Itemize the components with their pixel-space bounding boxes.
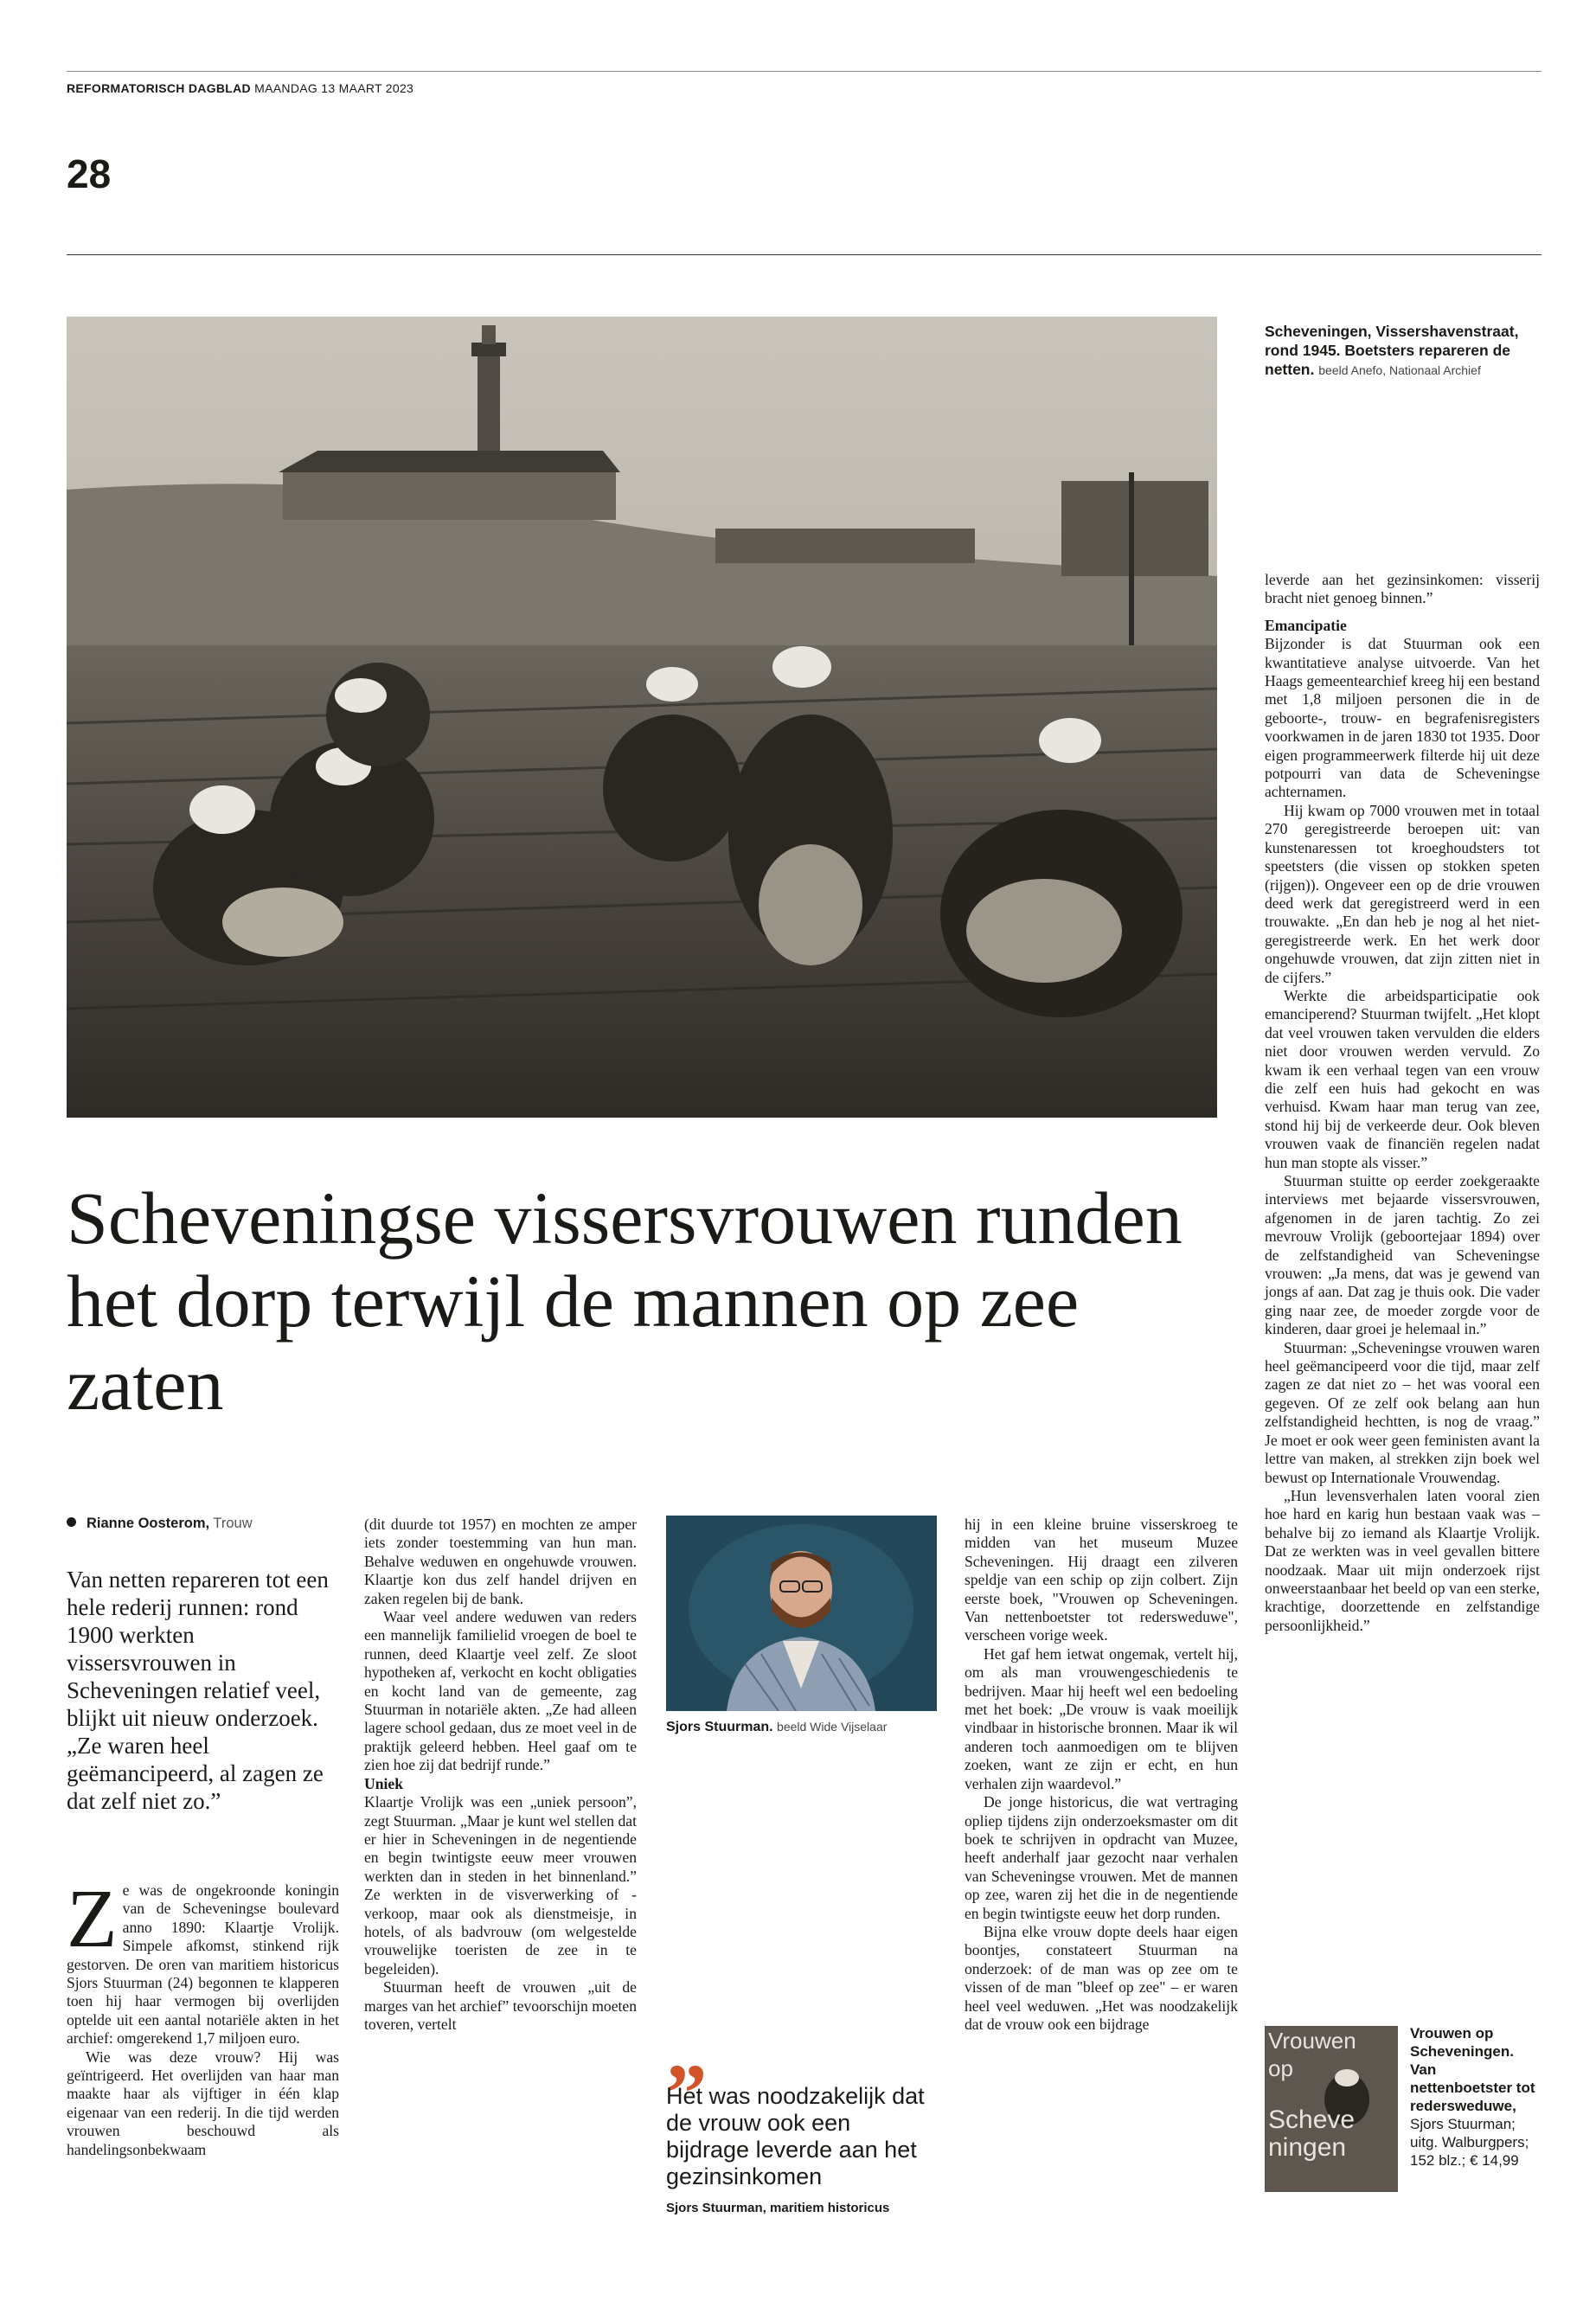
book-cover [1265,2026,1398,2192]
portrait-caption [666,1717,943,1737]
col2-para-3: Klaartje Vrolijk was een „uniek persoon”, zegt Stuurman. „Maar je kunt wel stellen dat er hier in Scheveningen in de negentiende en begin twintigste eeuw meer vrouwen werkten dan in steden in het binnenland.” Ze werkten in de visverwerking of -verkoop, maar ook als dienstmeisje, in hotels, of als badvrouw (om welgestelde vrouwelijke toeristen de zee in te begeleiden). [364,1793,637,1977]
col4-para-7: „Hun levensverhalen laten vooral zien hoe hard en karig hun bestaan vaak was – behalve bij zo iemand als Klaartje Vrolijk. Dat ze werkten was in veel gevallen bittere noodzaak. Maar uit mijn onderzoek rijst onweerstaanbaar het beeld op van een sterke, krachtige, doorzettende en zelfstandige persoonlijkheid.” [1265,1486,1541,1634]
pull-quote-attribution: Sjors Stuurman, maritiem historicus [666,2201,890,2215]
byline [67,1516,253,1532]
byline-bullet [67,1517,76,1527]
cover-text-op: op [1268,2055,1293,2081]
portrait-photo-sjors-stuurman [666,1516,937,1711]
photo-caption [1265,322,1542,380]
portrait-credit: beeld Wide Vijselaar [777,1720,888,1734]
header-rule [67,254,1542,255]
col2-para-2: Waar veel andere weduwen van reders een mannelijk familielid vroegen de boel te runnen, deed Klaartje veel zelf. Ze sloot hypotheken af, verkocht en kocht obligaties en kocht land van de gemeente, zag Stuurman in notariële akten. „Ze had alleen lagere school gedaan, dus ze moet veel in de praktijk geleerd hebben. Heel gaaf om te zien hoe zij dat bedrijf runde.” [364,1608,637,1774]
cover-text-top: Vrouwen [1268,2028,1356,2054]
book-cover-illustration [1265,2026,1398,2192]
outlet-name: Trouw [213,1516,253,1531]
col1-para-2: Wie was deze vrouw? Hij was geïntrigeerd. Het overlijden van haar man maakte haar als vijftiger in één klap eigenaar van een rederij. In die tijd werden vrouwen beschouwd als handelingsonbekwaam [67,2048,339,2158]
main-photo-fishing-women [67,317,1217,1118]
quote-mark: „ [666,2003,708,2096]
portrait-illustration [666,1516,937,1711]
page-number: 28 [67,151,112,196]
col3-para-4: Bijna elke vrouw dopte deels haar eigen boontjes, constateert Stuurman na onderzoek: of de man was op zee om te vissen of de man "bleef op zee" – er waren heel veel weduwen. „Het was noodzakelijk dat de vrouw ook een bijdrage [965,1922,1238,2033]
cover-text-mid: Scheve [1268,2106,1356,2134]
col4-para-2: Bijzonder is dat Stuurman ook een kwantitatieve analyse uitvoerde. Van het Haags gemeentearchief kreeg hij een bestand met 1,8 miljoen personen die in de geboorte-, trouw- en begrafenisregisters voorkwamen in de jaren 1830 tot 1935. Door eigen programmeerwerk filterde hij uit deze potpourri van data de Scheveningse achternamen. [1265,635,1540,801]
author-name: Rianne Oosterom, [87,1516,210,1531]
photo-illustration [67,317,1217,1118]
subheading-uniek: Uniek [364,1774,403,1792]
article-column-2 [364,1516,637,2034]
col1-para-1: e was de ongekroonde koningin van de Scheveningse boulevard anno 1890: Klaartje Vrolijk. Simpele afkomst, stinkend rijk gestorven. De oren van maritiem historicus Sjors Stuurman (24) begonnen te klapperen toen hij haar vermogen bij overlijden optelde uit een aantal notariële akten in het archief: omgerekend 1,7 miljoen euro. [67,1881,339,2048]
lead-paragraph: Van netten repareren tot een hele rederij runnen: rond 1900 werkten vissersvrouwen in Scheveningen relatief veel, blijkt uit nieuw onderzoek. „Ze waren heel geëmancipeerd, al zagen ze dat zelf niet zo.” [67,1567,329,1814]
photo-caption-title: Scheveningen, Vissershavenstraat, rond 1945. Boetsters repareren de netten. [1265,323,1519,378]
issue-date: MAANDAG 13 MAART 2023 [254,81,414,95]
masthead [67,81,413,95]
article-column-4 [1265,571,1540,1635]
pull-quote [666,2003,939,2215]
book-details: Sjors Stuurman; uitg. Walburgpers; 152 blz.; € 14,99 [1410,2116,1529,2169]
drop-cap: Z [67,1872,118,1965]
subheading-emancipatie: Emancipatie [1265,616,1347,634]
col4-para-6: Stuurman: „Scheveningse vrouwen waren heel geëmancipeerd voor die tijd, maar zelf zagen ze dat niet zo – het was vooral een gegeven. Of ze zelf ook belang aan hun zelfstandigheid hechtten, is nog de vraag.” Je moet er ook weer geen feministen avant la lettre van maken, al strekken zijn boek wel bewust op Internationale Vrouwendag. [1265,1338,1540,1486]
article-column-1 [67,1872,339,2159]
headline: Scheveningse vissersvrouwen runden het dorp terwijl de mannen op zee zaten [67,1176,1183,1426]
top-rule [67,71,1542,72]
photo-credit: beeld Anefo, Nationaal Archief [1318,363,1481,377]
col4-para-5: Stuurman stuitte op eerder zoekgeraakte interviews met bejaarde vissersvrouwen, afgenomen in de jaren tachtig. Zo zei mevrouw Vrolijk (geboortejaar 1894) over de zelfstandigheid van Scheveningse vrouwen: „Ja mens, dat was je gewend van jongs af aan. Dat zag je thuis ook. Die vader ging naar zee, de moeder zorgde voor de kinderen, daar groei je helemaal in.” [1265,1172,1540,1338]
col4-para-1: leverde aan het gezinsinkomen: visserij bracht niet genoeg binnen.” [1265,571,1540,607]
portrait-caption-name: Sjors Stuurman. [666,1720,773,1734]
col2-para-1: (dit duurde tot 1957) en mochten ze amper iets zonder toestemming van hun man. Behalve weduwen en ongehuwde vrouwen. Klaartje kon dus zelf handel drijven en zaken regelen bij de bank. [364,1516,637,1607]
cover-text-bottom: ningen [1268,2133,1347,2162]
article-column-3 [965,1516,1238,2034]
col3-para-2: Het gaf hem ietwat ongemak, vertelt hij, om als man vrouwengeschiedenis te bedrijven. Maar hij heeft wel een bedoeling met het boek: „De vrouw is vaak moeilijk vindbaar in historische bronnen. Maar ik wil anderen toch aanmoedigen om te blijven zoeken, want ze zijn er echt, en hun verhalen zijn waardevol.” [965,1644,1238,1792]
col4-para-4: Werkte die arbeidsparticipatie ook emanciperend? Stuurman twijfelt. „Het klopt dat veel vrouwen taken vervulden die elders niet door vrouwen werden vervuld. Zo kwam ik een verhaal tegen van een vrouw die zelf een huis had gekocht en was verhuisd. Kwam haar man terug van zee, stond hij bij de verkeerde deur. Ook bleven vrouwen vaak de financiën regelen nadat hun man stopte als visser.” [1265,986,1540,1171]
book-info [1410,2024,1540,2170]
col3-para-3: De jonge historicus, die wat vertraging opliep tijdens zijn onderzoeksmaster om dit boek te schrijven in opdracht van Muzee, heeft anderhalf jaar gezocht naar verhalen van Scheveningse vrouwen. Met de mannen op zee, waren zij het die in de negentiende en begin twintigste eeuw het dorp runden. [965,1793,1238,1922]
col3-para-1: hij in een kleine bruine visserskroeg te midden van het museum Muzee Scheveningen. Hij draagt een zilveren speldje van een schip op zijn colbert. Zijn eerste boek, "Vrouwen op Scheveningen. Van nettenboetster tot redersweduwe", verscheen vorige week. [965,1516,1238,1644]
book-title: Vrouwen op Scheveningen. Van nettenboetster tot redersweduwe, [1410,2025,1535,2114]
newspaper-name: REFORMATORISCH DAGBLAD [67,81,251,95]
pull-quote-text: Het was noodzakelijk dat de vrouw ook een bijdrage leverde aan het gezinsinkomen [666,2083,925,2189]
col4-para-3: Hij kwam op 7000 vrouwen met in totaal 270 geregistreerde beroepen uit: van kunstenaressen tot kroeghoudsters tot speetsters (die vissen op stokken speten (rijgen)). Ongeveer een op de drie vrouwen deed werk dat geregistreerd werd in een trouwakte. „En dan heb je nog al het niet-geregistreerde werk. En het werk door ongehuwde vrouwen, dat zijn zitten niet in de cijfers.” [1265,801,1540,986]
col2-para-4: Stuurman heeft de vrouwen „uit de marges van het archief” tevoorschijn moeten toveren, vertelt [364,1978,637,2033]
